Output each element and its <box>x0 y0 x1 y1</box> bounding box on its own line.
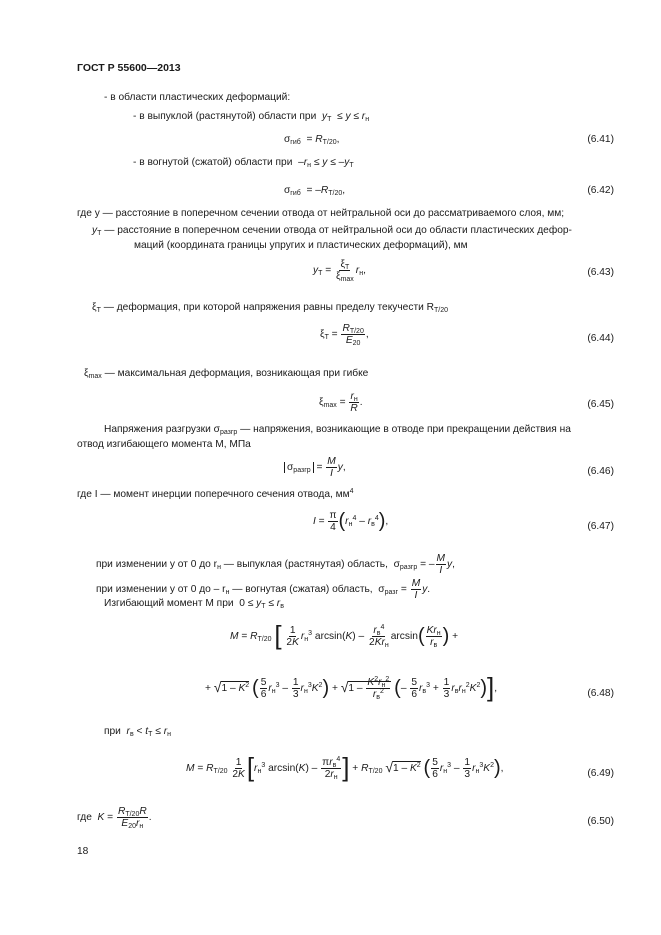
text-when-range: при $r_в < t_Т \le r_н$ <box>104 726 171 738</box>
text-where-i: где I — момент инерции поперечного сечения отвода, $мм^4$ <box>77 488 354 500</box>
text-concave-zone: - в вогнутой (сжатой) области при $-r_н \le y \le -y_Т$ <box>133 157 354 169</box>
page-header: ГОСТ Р 55600—2013 <box>77 62 181 74</box>
eq-number-6-49: (6.49) <box>587 768 614 779</box>
formula-6-49: $M = R_{Т/20}$ $\frac{1}{2K}$ [$r_н^3$ arcsin(K) – $\frac{\pi r_в^4}{2r_н}$ ] + $R_{Т/20}$ $√1 - K^2$ ( $\frac{5}{6}$ $r_н^3$ – $\frac{1}{3}$ $r_н^3K^2$), <box>186 752 504 783</box>
text-xi-max-def: $\xi_{max}$ — максимальная деформация, возникающая при гибке <box>84 368 369 380</box>
eq-number-6-44: (6.44) <box>587 333 614 344</box>
formula-6-48-line-2: + $√1 - K^2$ ( $\frac{5}{6}$ $r_н^3$ – $\frac{1}{3}$ $r_н^3K^2) + √1$ – $\frac{K^2r_н^2}{r_в^2}$ (– $\frac{5}{6}$ $r_в^3$ + $\frac{1}{3}$ $r_вr_н^2K^2$)], <box>205 672 498 703</box>
eq-number-6-46: (6.46) <box>587 466 614 477</box>
unloading-label-a: Напряжения разгрузки σ <box>104 424 220 435</box>
text-bending-moment: Изгибающий момент M при $0 \le y_Т \le r_в$ <box>104 598 284 610</box>
text-yt-def-cont: маций (координата границы упругих и пластических деформаций), мм <box>134 240 468 251</box>
page-number: 18 <box>77 846 89 857</box>
formula-6-47: I = $\frac{\pi}{4}$ $(r_н^4 - r_в^4)$, <box>313 510 389 533</box>
xi-t-label: — деформация, при которой напряжения равны пределу текучести R <box>103 302 434 313</box>
yt-def-label: — расстояние в поперечном сечении отвода от нейтральной оси до области пластических дефор- <box>104 225 572 236</box>
formula-6-46: $\sigma_{разгр}$ = $\frac{M}{I}$ y, <box>284 456 346 479</box>
eq-number-6-43: (6.43) <box>587 267 614 278</box>
when-convex-label-b: — выпуклая (растянутая) область, <box>223 559 388 571</box>
text-xi-t-def: $\xi_Т$ — деформация, при которой напряжения равны пределу текучести $R_{Т/20}$ <box>92 302 449 314</box>
text-plastic-zone: - в области пластических деформаций: <box>104 92 291 103</box>
formula-6-44: $\xi_Т$ = $\frac{R_{Т/20}}{E_{20}}$ , <box>320 323 369 347</box>
text-where-y: где y — расстояние в поперечном сечении отвода от нейтральной оси до рассматриваемого слоя, мм; <box>77 208 565 219</box>
text-yt-def: $y_Т$ — расстояние в поперечном сечении отвода от нейтральной оси до области пластических дефор- <box>92 225 572 237</box>
convex-zone-label: - в выпуклой (растянутой) области при <box>133 111 317 122</box>
eq-number-6-41: (6.41) <box>587 134 614 145</box>
formula-6-48-line-1: $M = R_{Т/20}$ [ $\frac{1}{2K}$ $r_н^3$ arcsin(K) – $\frac{r_в^4}{2Kr_н}$ arcsin( $\frac{Kr_н}{r_в}$ ) + <box>230 620 459 651</box>
formula-6-50: где K = $\frac{R_{Т/20}R}{E_{20}r_н}$ . <box>77 806 152 830</box>
text-unloading: Напряжения разгрузки $\sigma_{разгр}$ — напряжения, возникающие в отводе при прекращении действия на <box>104 424 571 436</box>
eq-number-6-50: (6.50) <box>587 816 614 827</box>
eq-number-6-45: (6.45) <box>587 399 614 410</box>
formula-6-42: $\sigma_{гиб} = -R_{Т/20}$, <box>284 185 346 197</box>
bending-label: Изгибающий момент M при <box>104 598 234 609</box>
unloading-label-b: — напряжения, возникающие в отводе при прекращении действия на <box>240 424 571 435</box>
formula-6-41: $\sigma_{гиб} = R_{Т/20}$, <box>284 134 340 146</box>
xi-max-label: — максимальная деформация, возникающая при гибке <box>104 368 369 379</box>
eq-number-6-48: (6.48) <box>587 688 614 699</box>
text-when-convex: при изменении y от 0 до $r_н$ — выпуклая (растянутая) область, $\sigma_{разгр}$ = – $\frac{M}{I}$ y, <box>96 553 455 576</box>
when-convex-label: при изменении y от 0 до r <box>96 559 218 571</box>
eq-number-6-42: (6.42) <box>587 185 614 196</box>
formula-6-43: $y_Т$ = $\frac{\xi_Т}{\xi_{max}}$ $r_н$, <box>313 259 366 283</box>
when-concave-label: при изменении y от 0 до – r <box>96 584 226 596</box>
text-when-concave: при изменении y от 0 до – $r_н$ — вогнутая (сжатая) область, $\sigma_{разг}$ = $\frac{M}{I}$ y. <box>96 578 431 601</box>
when-concave-label-b: — вогнутая (сжатая) область, <box>232 584 373 596</box>
formula-6-45: $\xi_{max}$ = $\frac{r_н}{R}$ . <box>319 391 363 414</box>
eq-number-6-47: (6.47) <box>587 521 614 532</box>
where-k-label: где <box>77 812 92 824</box>
when-range-label: при <box>104 726 121 737</box>
text-convex-zone: - в выпуклой (растянутой) области при $y_Т \le y \le r_н$ <box>133 111 370 123</box>
text-unloading-cont: отвод изгибающего момента M, МПа <box>77 439 251 450</box>
concave-zone-label: - в вогнутой (сжатой) области при <box>133 157 293 168</box>
where-i-label: где I — момент инерции поперечного сечения отвода, мм <box>77 489 350 500</box>
